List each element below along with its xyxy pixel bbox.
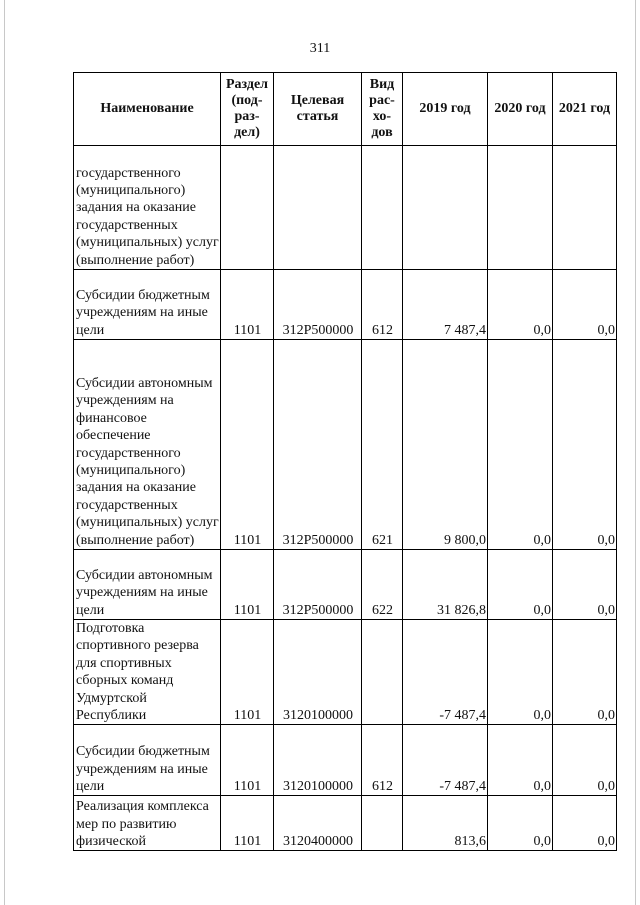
row-name: Подготовка спортивного резерва для спортивных сборных команд Удмуртской Республики xyxy=(74,620,221,725)
row-kind: 612 xyxy=(362,270,403,340)
scan-edge-mark-right xyxy=(635,0,636,905)
row-target: 312P500000 xyxy=(274,550,362,620)
table-row xyxy=(74,725,617,796)
row-2020 xyxy=(488,146,553,270)
row-2020: 0,0 xyxy=(488,796,553,851)
page-number: 311 xyxy=(309,41,331,56)
row-section xyxy=(221,146,274,270)
row-2020: 0,0 xyxy=(488,270,553,340)
row-section: 1101 xyxy=(221,796,274,851)
row-2021: 0,0 xyxy=(553,270,617,340)
row-2021: 0,0 xyxy=(553,796,617,851)
header-name: Наименование xyxy=(74,73,221,146)
header-2020: 2020 год xyxy=(488,73,553,146)
row-name: Реализация комплекса мер по развитию физической xyxy=(74,796,221,851)
header-kind: Вид рас- хо- дов xyxy=(362,73,403,146)
row-kind xyxy=(362,620,403,725)
table-row xyxy=(74,796,617,851)
row-section: 1101 xyxy=(221,620,274,725)
row-kind: 612 xyxy=(362,725,403,796)
row-2020: 0,0 xyxy=(488,340,553,550)
table-row xyxy=(74,620,617,725)
row-2020: 0,0 xyxy=(488,620,553,725)
row-2019: -7 487,4 xyxy=(403,620,488,725)
row-target: 312P500000 xyxy=(274,340,362,550)
header-2021: 2021 год xyxy=(553,73,617,146)
table-row xyxy=(74,340,617,550)
budget-table xyxy=(73,72,617,851)
row-section: 1101 xyxy=(221,725,274,796)
row-2019: 7 487,4 xyxy=(403,270,488,340)
header-section: Раздел (под- раз- дел) xyxy=(221,73,274,146)
scan-edge-mark-left xyxy=(4,0,5,905)
row-target xyxy=(274,146,362,270)
row-kind: 622 xyxy=(362,550,403,620)
row-name: Субсидии автономным учреждениям на финансовое обеспечение государственного (муниципального) задания на оказание государственных (муниципальных) услуг (выполнение работ) xyxy=(74,340,221,550)
row-2019: 9 800,0 xyxy=(403,340,488,550)
row-2020: 0,0 xyxy=(488,725,553,796)
row-2019: 31 826,8 xyxy=(403,550,488,620)
header-target: Целевая статья xyxy=(274,73,362,146)
row-section: 1101 xyxy=(221,340,274,550)
table-header-row xyxy=(74,73,617,146)
row-2020: 0,0 xyxy=(488,550,553,620)
table-row xyxy=(74,270,617,340)
row-2021: 0,0 xyxy=(553,550,617,620)
row-2019 xyxy=(403,146,488,270)
row-2019: 813,6 xyxy=(403,796,488,851)
row-section: 1101 xyxy=(221,270,274,340)
row-target: 312P500000 xyxy=(274,270,362,340)
row-target: 3120100000 xyxy=(274,725,362,796)
row-2021: 0,0 xyxy=(553,620,617,725)
row-section: 1101 xyxy=(221,550,274,620)
row-name: Субсидии автономным учреждениям на иные цели xyxy=(74,550,221,620)
row-kind xyxy=(362,146,403,270)
row-2021: 0,0 xyxy=(553,340,617,550)
header-2019: 2019 год xyxy=(403,73,488,146)
row-name: Субсидии бюджетным учреждениям на иные цели xyxy=(74,270,221,340)
row-2021 xyxy=(553,146,617,270)
row-name: Субсидии бюджетным учреждениям на иные цели xyxy=(74,725,221,796)
row-name: государственного (муниципального) задания на оказание государственных (муниципальных) услуг (выполнение работ) xyxy=(74,146,221,270)
row-kind xyxy=(362,796,403,851)
row-kind: 621 xyxy=(362,340,403,550)
table-row xyxy=(74,146,617,270)
row-target: 3120400000 xyxy=(274,796,362,851)
row-2021: 0,0 xyxy=(553,725,617,796)
row-target: 3120100000 xyxy=(274,620,362,725)
row-2019: -7 487,4 xyxy=(403,725,488,796)
table-row xyxy=(74,550,617,620)
